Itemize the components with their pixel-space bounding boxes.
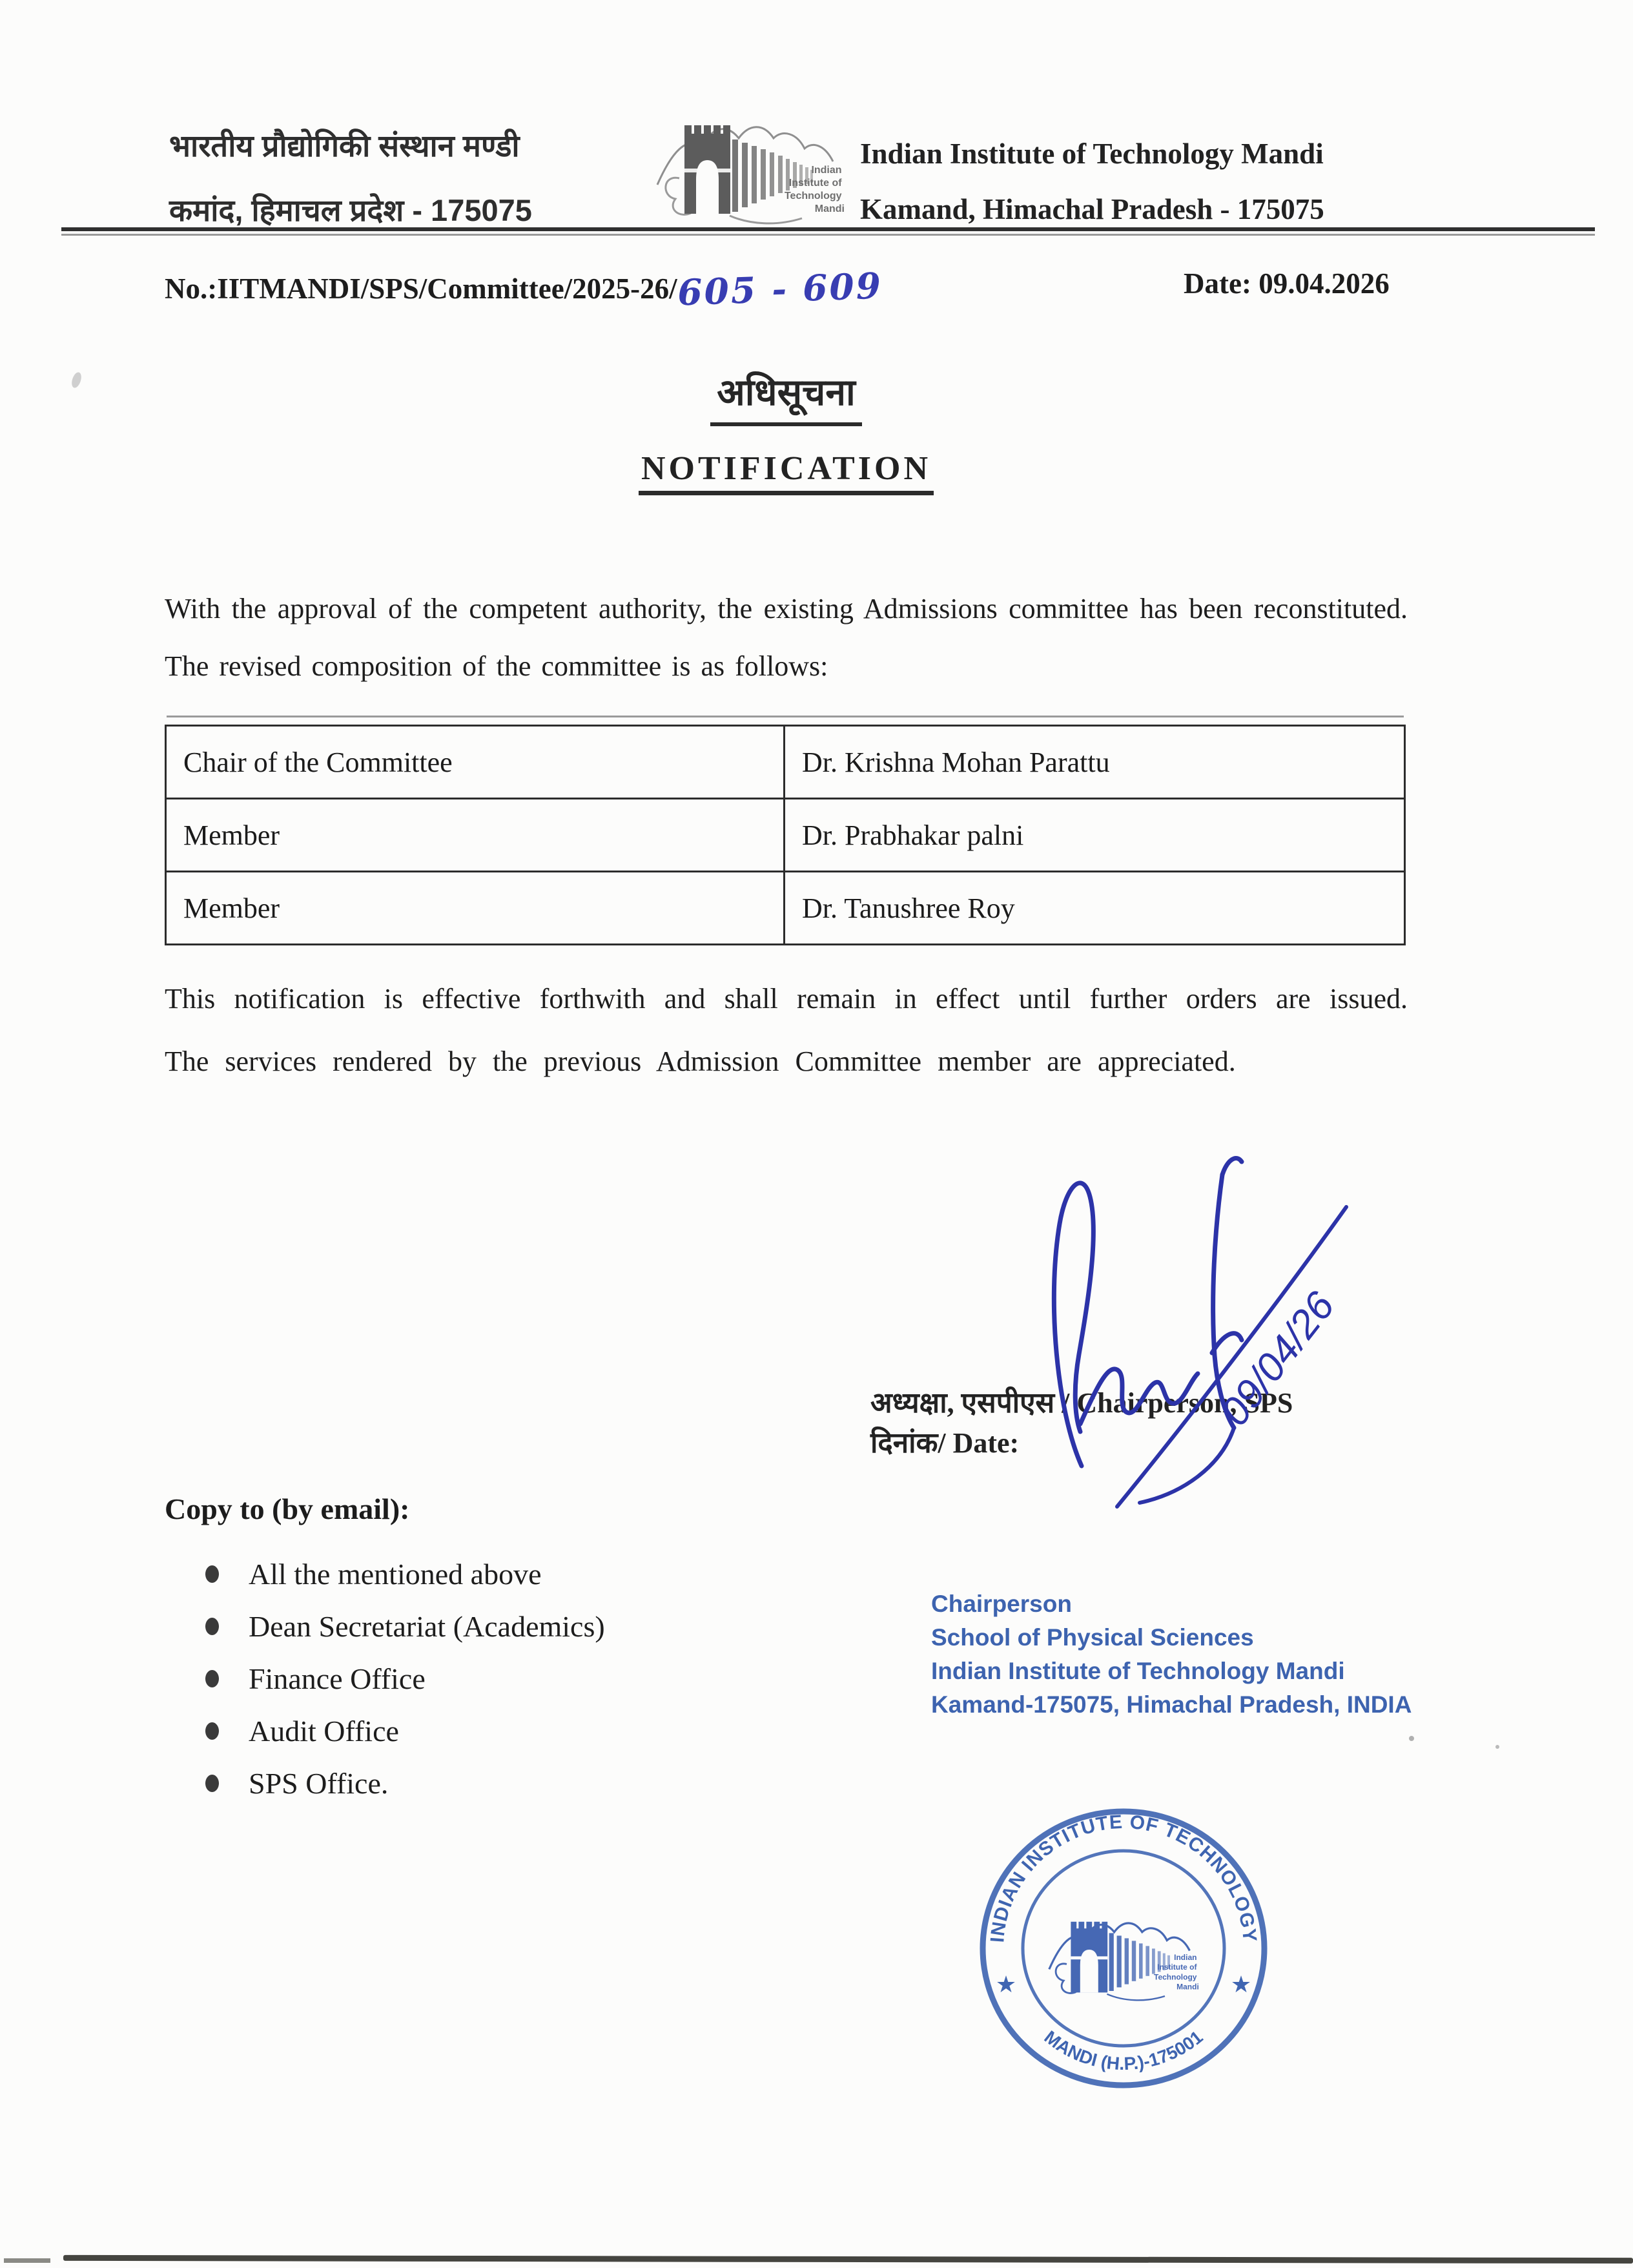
title-hindi-row	[165, 366, 1408, 426]
bullet-icon	[205, 1775, 219, 1792]
scan-artifact-dot	[1409, 1736, 1414, 1741]
list-item	[205, 1662, 605, 1695]
committee-table	[165, 725, 1406, 945]
signature-date-handwritten: 09/04/26	[1212, 1284, 1344, 1434]
name-cell: Dr. Prabhakar palni	[785, 799, 1405, 872]
org-name-english-line1: Indian Institute of Technology Mandi	[860, 138, 1324, 170]
table-row	[166, 872, 1405, 945]
header-divider-shadow	[61, 234, 1595, 236]
scan-artifact-mark	[70, 371, 83, 389]
header-divider	[61, 227, 1595, 231]
org-name-hindi-line2: कमांद, हिमाचल प्रदेश - 175075	[169, 193, 532, 227]
signatory-designation: अध्यक्षा, एसपीएस / Chairperson, SPS	[870, 1387, 1293, 1419]
org-name-english-line2: Kamand, Himachal Pradesh - 175075	[860, 193, 1324, 225]
stamp-line: Indian Institute of Technology Mandi	[931, 1658, 1345, 1684]
notification-title: NOTIFICATION	[639, 449, 934, 495]
iit-mandi-logo	[653, 102, 847, 239]
title-english-row	[165, 449, 1408, 495]
stamp-top-arc-text: INDIAN INSTITUTE OF TECHNOLOGY	[987, 1811, 1260, 1944]
role-cell: Member	[166, 872, 785, 945]
intro-paragraph: With the approval of the competent authority, the existing Admissions committee has been reconstituted. The revised composition of the committee is as follows:	[165, 593, 1408, 682]
copy-to-heading: Copy to (by email):	[165, 1492, 410, 1525]
stamp-bridge-icon	[1049, 1922, 1199, 2001]
copy-to-list	[205, 1558, 605, 1819]
list-item	[205, 1610, 605, 1642]
table-row	[166, 726, 1405, 799]
bridge-base	[730, 216, 802, 223]
bullet-icon	[205, 1618, 219, 1635]
scan-artifact-bottom-line	[63, 2255, 1633, 2263]
org-name-hindi-line1: भारतीय प्रौद्योगिकी संस्थान मण्डी	[169, 129, 520, 163]
star-icon: ★	[995, 1971, 1017, 1997]
signatory-date-label: दिनांक/ Date:	[870, 1427, 1020, 1459]
stamp-line: Kamand-175075, Himachal Pradesh, INDIA	[931, 1691, 1412, 1718]
list-item	[205, 1558, 605, 1590]
closing-paragraph: This notification is effective forthwith and shall remain in effect until further orders are issued. The services rendered by the previous Admission Committee member are appreciated.	[165, 983, 1408, 1077]
notification-title-hindi: अधिसूचना	[710, 366, 862, 426]
ref-number-line	[165, 264, 883, 314]
name-cell: Dr. Krishna Mohan Parattu	[785, 726, 1405, 799]
list-item	[205, 1715, 605, 1747]
signature-image	[985, 1140, 1385, 1514]
role-cell: Member	[166, 799, 785, 872]
stamp-logo-caption: Indian Institute of Technology Mandi	[1154, 1953, 1199, 1992]
bullet-icon	[205, 1670, 219, 1687]
logo-caption: Indian Institute of Technology Mandi	[784, 165, 845, 214]
ref-number-handwritten: 605 - 609	[676, 264, 883, 314]
list-item-label: SPS Office.	[249, 1766, 389, 1800]
star-icon: ★	[1230, 1971, 1252, 1997]
scan-artifact-dot	[1495, 1745, 1499, 1749]
list-item-label: Audit Office	[249, 1714, 399, 1747]
list-item-label: All the mentioned above	[249, 1557, 542, 1591]
name-cell: Dr. Tanushree Roy	[785, 872, 1405, 945]
round-stamp	[974, 1805, 1274, 2096]
stamp-line: School of Physical Sciences	[931, 1624, 1254, 1651]
stamp-address-block	[931, 1587, 1412, 1722]
scan-artifact-bottom-dash	[4, 2258, 50, 2263]
stamp-bottom-arc-text: MANDI (H.P.)-175001	[1040, 2026, 1207, 2074]
bullet-icon	[205, 1565, 219, 1583]
list-item-label: Finance Office	[249, 1662, 426, 1695]
table-row	[166, 799, 1405, 872]
stamp-line: Chairperson	[931, 1591, 1072, 1617]
date-label: Date: 09.04.2026	[1184, 267, 1390, 300]
bullet-icon	[205, 1722, 219, 1740]
tower-arch	[696, 160, 719, 214]
table-scan-ghost-line	[167, 716, 1404, 717]
list-item	[205, 1767, 605, 1799]
role-cell: Chair of the Committee	[166, 726, 785, 799]
ref-number-label: No.:IITMANDI/SPS/Committee/2025-26/	[165, 273, 677, 305]
list-item-label: Dean Secretariat (Academics)	[249, 1609, 605, 1643]
